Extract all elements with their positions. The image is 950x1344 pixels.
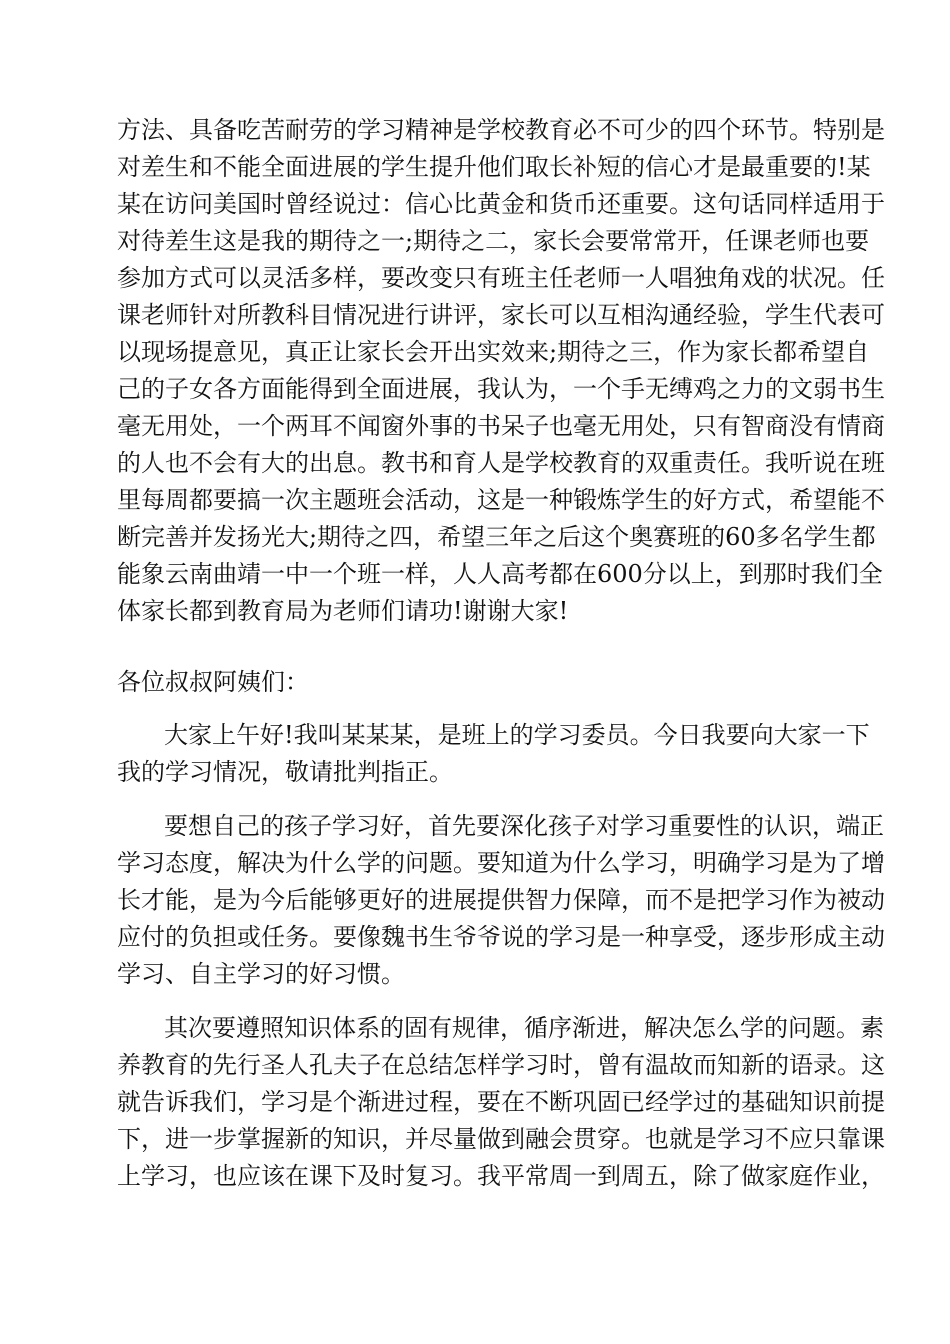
text-line: 某在访问美国时曾经说过：信心比黄金和货币还重要。这句话同样适用于 [117,190,885,218]
text-line: 断完善并发扬光大;期待之四，希望三年之后这个奥赛班的60多名学生都 [117,523,876,551]
text-line: 学习、自主学习的好习惯。 [117,960,405,988]
text-line: 上学习，也应该在课下及时复习。我平常周一到周五，除了做家庭作业， [117,1162,885,1190]
text-line: 长才能，是为今后能够更好的进展提供智力保障，而不是把学习作为被动 [117,886,885,914]
paragraph-first-line: 其次要遵照知识体系的固有规律，循序渐进，解决怎么学的问题。素 [164,1014,884,1042]
text-line: 对差生和不能全面进展的学生提升他们取长补短的信心才是最重要的!某 [117,153,871,181]
text-line: 对待差生这是我的期待之一;期待之二，家长会要常常开，任课老师也要 [117,227,870,255]
text-line: 养教育的先行圣人孔夫子在总结怎样学习时，曾有温故而知新的语录。这 [117,1051,885,1079]
text-line: 下，进一步掌握新的知识，并尽量做到融会贯穿。也就是学习不应只靠课 [117,1125,885,1153]
text-line: 学习态度，解决为什么学的问题。要知道为什么学习，明确学习是为了增 [117,849,885,877]
text-line: 参加方式可以灵活多样，要改变只有班主任老师一人唱独角戏的状况。任 [117,264,885,292]
text-line: 应付的负担或任务。要像魏书生爷爷说的学习是一种享受，逐步形成主动 [117,923,885,951]
paragraph-first-line: 大家上午好!我叫某某某，是班上的学习委员。今日我要向大家一下 [164,721,870,749]
salutation: 各位叔叔阿姨们： [117,668,309,696]
text-line: 里每周都要搞一次主题班会活动，这是一种锻炼学生的好方式，希望能不 [117,486,885,514]
text-line: 体家长都到教育局为老师们请功!谢谢大家! [117,597,569,625]
text-line: 以现场提意见，真正让家长会开出实效来;期待之三，作为家长都希望自 [117,338,870,366]
text-line: 课老师针对所教科目情况进行讲评，家长可以互相沟通经验，学生代表可 [117,301,885,329]
text-line: 就告诉我们，学习是个渐进过程，要在不断巩固已经学过的基础知识前提 [117,1088,885,1116]
text-line: 能象云南曲靖一中一个班一样，人人高考都在600分以上，到那时我们全 [117,560,883,588]
text-line: 方法、具备吃苦耐劳的学习精神是学校教育必不可少的四个环节。特别是 [117,116,885,144]
text-line: 毫无用处，一个两耳不闻窗外事的书呆子也毫无用处，只有智商没有情商 [117,412,885,440]
text-line: 己的子女各方面能得到全面进展，我认为，一个手无缚鸡之力的文弱书生 [117,375,885,403]
text-line: 的人也不会有大的出息。教书和育人是学校教育的双重责任。我听说在班 [117,449,885,477]
text-line: 我的学习情况，敬请批判指正。 [117,758,453,786]
paragraph-first-line: 要想自己的孩子学习好，首先要深化孩子对学习重要性的认识，端正 [164,812,884,840]
